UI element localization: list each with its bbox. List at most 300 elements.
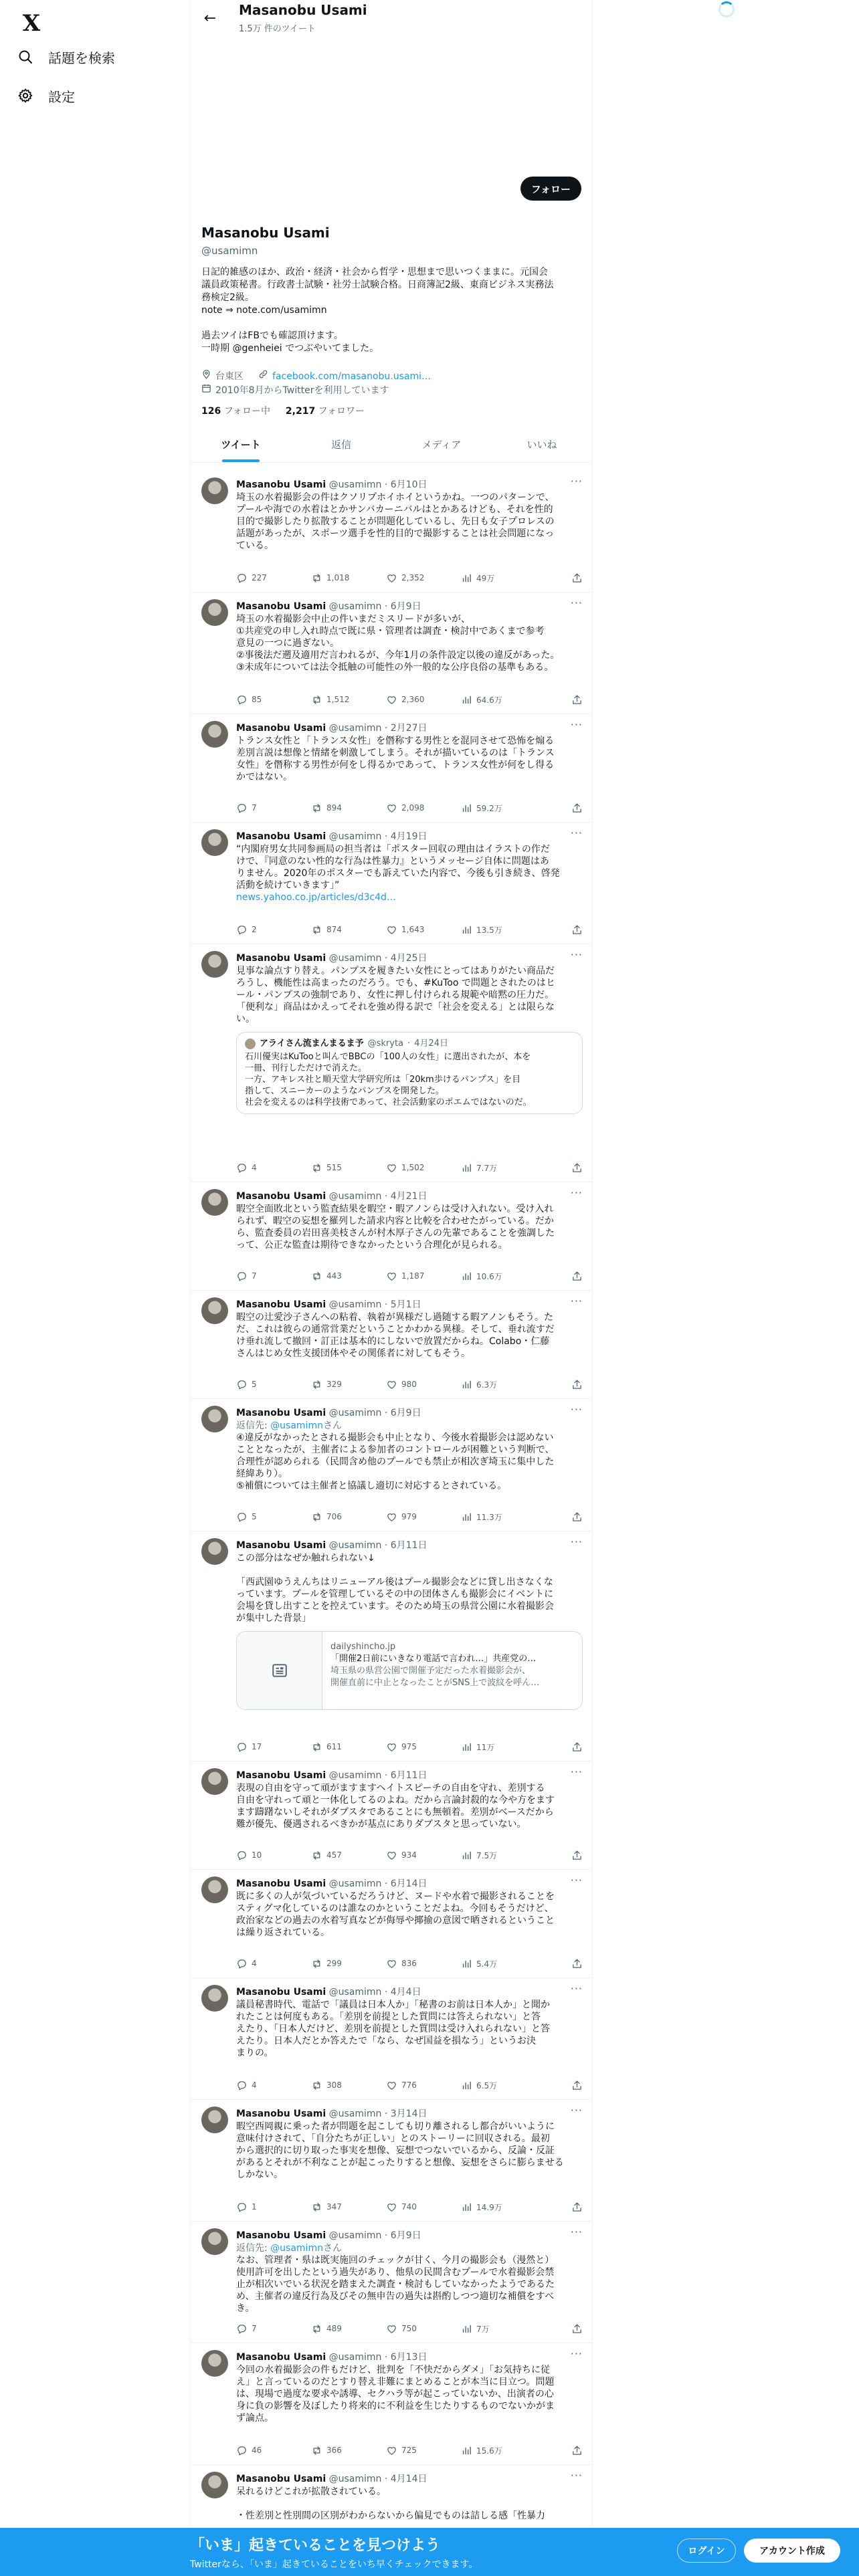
views-button[interactable] — [461, 923, 536, 936]
tweet-date[interactable]: 6月11日 — [390, 1770, 427, 1781]
tweet-author-name[interactable]: Masanobu Usami — [236, 1299, 326, 1310]
views-chart-icon — [461, 2080, 472, 2091]
views-button[interactable] — [461, 2444, 536, 2457]
tab-likes[interactable]: いいね — [527, 439, 557, 451]
quote-text-line: 一冊、刊行しただけで消えた。 — [245, 1063, 367, 1073]
tweet-date[interactable]: 5月1日 — [390, 1299, 421, 1310]
reply-icon — [236, 1379, 248, 1390]
tweet-author-handle[interactable]: @usamimn — [328, 2352, 382, 2363]
heart-icon — [386, 1741, 397, 1753]
retweet-button[interactable] — [311, 2200, 386, 2214]
like-button[interactable] — [386, 801, 461, 815]
tweet-header — [236, 2350, 427, 2363]
retweet-button[interactable] — [311, 1378, 386, 1391]
tweet[interactable] — [191, 1399, 592, 1531]
like-button[interactable] — [386, 1161, 461, 1174]
card-snippet: 埼玉県の県営公園で開催予定だった水着撮影会が、 — [330, 1666, 531, 1676]
tweet-text-line: ている。 — [236, 540, 274, 551]
views-button[interactable] — [461, 693, 536, 706]
reply-button[interactable] — [236, 1510, 311, 1523]
tweet-separator: · — [384, 1770, 388, 1781]
share-button[interactable] — [563, 2078, 583, 2092]
quote-text-line: 一方、アキレス社と順天堂大学研究所は「20km歩けるパンプス」を目 — [245, 1075, 521, 1085]
link-icon — [258, 369, 268, 383]
reply-button[interactable] — [236, 2322, 311, 2335]
views-chart-icon — [461, 1850, 472, 1861]
retweet-count: 894 — [326, 803, 342, 813]
following-link[interactable]: 126 フォロー中 — [201, 406, 270, 417]
tweet-text-line: 差別言説は想像と情緒を刺激してしまう。それが描いているのは「トランス — [236, 748, 555, 758]
views-count: 7.5万 — [476, 1850, 498, 1860]
like-button[interactable] — [386, 923, 461, 936]
reply-handle-link[interactable]: @usamimn — [270, 1420, 323, 1431]
tweet-date[interactable]: 6月14日 — [390, 1879, 427, 1889]
share-button[interactable] — [563, 1740, 583, 1753]
tweet-author-name[interactable]: Masanobu Usami — [236, 831, 326, 842]
tweet-header — [236, 1768, 427, 1782]
retweet-button[interactable] — [311, 2444, 386, 2457]
avatar[interactable] — [201, 721, 228, 748]
more-options-icon[interactable]: ··· — [570, 2347, 583, 2360]
more-options-icon[interactable]: ··· — [570, 1186, 583, 1199]
tweet-text-line: こととなったが、主催者による参加者のコントロールが困難という判断で、 — [236, 1444, 555, 1455]
avatar[interactable] — [201, 2107, 228, 2133]
tweet[interactable] — [191, 2100, 592, 2222]
views-button[interactable] — [461, 571, 536, 584]
tab-media[interactable]: メディア — [421, 439, 462, 451]
views-count: 10.6万 — [476, 1271, 502, 1281]
avatar[interactable] — [201, 1538, 228, 1565]
reply-button[interactable] — [236, 1378, 311, 1391]
tweet-author-name[interactable]: Masanobu Usami — [236, 1770, 326, 1781]
views-button[interactable] — [461, 1740, 536, 1753]
tweet-date[interactable]: 4月4日 — [390, 1987, 421, 1998]
tweet-text-line: から選択的に切り取った事実を想像、妄想でつないでいるから、反論・反証 — [236, 2145, 555, 2156]
tweet-text — [236, 1782, 583, 1830]
share-button[interactable] — [563, 1378, 583, 1391]
reply-icon — [236, 1271, 248, 1282]
tweet-author-handle[interactable]: @usamimn — [328, 1540, 382, 1551]
tweet-date[interactable]: 4月25日 — [390, 953, 427, 964]
retweet-count: 1,512 — [326, 695, 350, 704]
more-options-icon[interactable]: ··· — [570, 2469, 583, 2482]
tweet-header — [236, 599, 421, 613]
x-logo-icon[interactable]: X — [22, 10, 41, 37]
retweet-count: 611 — [326, 1742, 342, 1751]
like-button[interactable] — [386, 1848, 461, 1862]
tweet-author-name[interactable]: Masanobu Usami — [236, 1879, 326, 1889]
share-icon — [571, 1850, 583, 1861]
like-button[interactable] — [386, 1510, 461, 1523]
heart-icon — [386, 1162, 397, 1174]
reply-icon — [236, 1162, 248, 1174]
more-options-icon[interactable]: ··· — [570, 1295, 583, 1307]
followers-link[interactable]: 2,217 フォロワー — [285, 406, 365, 417]
tweet-author-handle[interactable]: @usamimn — [328, 723, 382, 734]
tweet-author-handle[interactable]: @usamimn — [328, 1770, 382, 1781]
views-button[interactable] — [461, 1269, 536, 1283]
tweet[interactable] — [191, 2343, 592, 2465]
tweet[interactable] — [191, 1531, 592, 1761]
link-card[interactable] — [236, 1631, 583, 1710]
reply-icon — [236, 694, 248, 706]
tweet-author-name[interactable]: Masanobu Usami — [236, 479, 326, 490]
avatar[interactable] — [201, 951, 228, 978]
tweet-actions — [236, 2322, 583, 2335]
share-icon — [571, 572, 583, 584]
like-button[interactable] — [386, 2078, 461, 2092]
tweet-text-line: 意味付けされて、「自分たちが正しい」とのストーリーに回収される。最初 — [236, 2133, 550, 2144]
views-count: 13.5万 — [476, 925, 502, 935]
share-button[interactable] — [563, 2444, 583, 2457]
tweet[interactable] — [191, 714, 592, 823]
signup-button[interactable]: アカウント作成 — [744, 2539, 840, 2563]
tweet-author-name[interactable]: Masanobu Usami — [236, 1540, 326, 1551]
more-options-icon[interactable]: ··· — [570, 597, 583, 609]
like-button[interactable] — [386, 1269, 461, 1283]
tweet-text — [236, 492, 583, 552]
tweet-header — [236, 829, 427, 843]
more-options-icon[interactable]: ··· — [570, 1765, 583, 1778]
retweet-button[interactable] — [311, 1848, 386, 1862]
share-button[interactable] — [563, 2322, 583, 2335]
tweet-author-handle[interactable]: @usamimn — [328, 479, 382, 490]
retweet-button[interactable] — [311, 571, 386, 584]
tweet-author-handle[interactable]: @usamimn — [328, 1191, 382, 1202]
tweet[interactable] — [191, 1870, 592, 1978]
tweet-text-line: 呆れるけどこれが拡散されている。 — [236, 2486, 386, 2497]
reply-button[interactable] — [236, 1269, 311, 1283]
bio-line — [201, 317, 583, 330]
tweet-author-name[interactable]: Masanobu Usami — [236, 2109, 326, 2119]
tweet-actions — [236, 1848, 583, 1862]
card-title: 「開催2日前にいきなり電話で言われ…」共産党の… — [330, 1654, 537, 1664]
views-chart-icon — [461, 1741, 472, 1753]
retweet-button[interactable] — [311, 693, 386, 706]
tweet-author-name[interactable]: Masanobu Usami — [236, 1987, 326, 1998]
retweet-icon — [311, 1741, 322, 1753]
reply-icon — [236, 1511, 248, 1523]
views-button[interactable] — [461, 2078, 536, 2092]
share-button[interactable] — [563, 693, 583, 706]
views-button[interactable] — [461, 801, 536, 815]
retweet-button[interactable] — [311, 1957, 386, 1970]
views-button[interactable] — [461, 1510, 536, 1523]
share-button[interactable] — [563, 1269, 583, 1283]
tweet-author-name[interactable]: Masanobu Usami — [236, 953, 326, 964]
tweet-date[interactable]: 4月21日 — [390, 1191, 427, 1202]
tweet-text-line: め、主催者の違反行為及びその無申告の過失は斟酌しつつ適切な補償をすべ — [236, 2291, 555, 2302]
tweet-header — [236, 951, 427, 964]
views-chart-icon — [461, 1511, 472, 1523]
views-button[interactable] — [461, 1378, 536, 1391]
reply-button[interactable] — [236, 801, 311, 815]
views-button[interactable] — [461, 2200, 536, 2214]
reply-button[interactable] — [236, 1740, 311, 1753]
tweet-author-handle[interactable]: @usamimn — [328, 1987, 382, 1998]
quote-text-line: 社会を変えるのは科学技術であって、社会活動家のポエムではないのだ。 — [245, 1097, 532, 1107]
like-button[interactable] — [386, 2444, 461, 2457]
more-options-icon[interactable]: ··· — [570, 718, 583, 731]
profile-bio — [201, 266, 583, 355]
location-icon — [201, 369, 211, 383]
tweet-text-line: 会場を貸し出すことを控えています。そのため埼玉の県営公園に水着撮影会 — [236, 1601, 554, 1612]
retweet-count: 347 — [326, 2202, 342, 2212]
share-button[interactable] — [563, 801, 583, 815]
avatar[interactable] — [201, 477, 228, 504]
tweet-author-name[interactable]: Masanobu Usami — [236, 723, 326, 734]
heart-icon — [386, 924, 397, 936]
tweet-date[interactable]: 6月11日 — [390, 1540, 427, 1551]
avatar[interactable] — [201, 829, 228, 856]
more-options-icon[interactable]: ··· — [570, 948, 583, 961]
avatar[interactable] — [201, 1406, 228, 1432]
tweet-text-line: りません。2020年のポスターでも訴えていた内容で、今後も引き続き、啓発 — [236, 868, 560, 879]
heart-icon — [386, 2080, 397, 2091]
avatar[interactable] — [201, 2228, 228, 2255]
heart-icon — [386, 694, 397, 706]
login-button[interactable]: ログイン — [677, 2539, 736, 2563]
views-button[interactable] — [461, 1161, 536, 1174]
reply-count: 4 — [252, 1959, 257, 1968]
views-button[interactable] — [461, 1848, 536, 1862]
reply-button[interactable] — [236, 1848, 311, 1862]
tweet[interactable] — [191, 2222, 592, 2343]
share-button[interactable] — [563, 923, 583, 936]
like-count: 740 — [401, 2202, 417, 2212]
tweet[interactable] — [191, 593, 592, 714]
tweet-author-handle[interactable]: @usamimn — [328, 2230, 382, 2241]
tweet-header — [236, 1406, 421, 1419]
avatar[interactable] — [201, 2350, 228, 2377]
tweet[interactable] — [191, 823, 592, 944]
retweet-icon — [311, 924, 322, 936]
share-button[interactable] — [563, 1848, 583, 1862]
tweet[interactable] — [191, 1291, 592, 1399]
reply-button[interactable] — [236, 2444, 311, 2457]
loading-spinner-icon — [719, 1, 735, 17]
tweet-separator: · — [384, 1879, 388, 1889]
like-count: 1,187 — [401, 1271, 425, 1281]
more-options-icon[interactable]: ··· — [570, 827, 583, 839]
retweet-count: 874 — [326, 925, 342, 934]
tweet-author-handle[interactable]: @usamimn — [328, 1408, 382, 1418]
tweet-text-line: は、現場で過度な要求や誘導、セクハラ等が起こっていないか、出演者の心 — [236, 2389, 554, 2399]
back-arrow-icon[interactable]: ← — [203, 9, 217, 27]
reply-button[interactable] — [236, 1957, 311, 1970]
tweet-separator: · — [384, 601, 388, 612]
more-options-icon[interactable]: ··· — [570, 1982, 583, 1995]
avatar[interactable] — [201, 1189, 228, 1216]
tweet-text-line: この部分はなぜか触れられない↓ — [236, 1553, 375, 1564]
tweet-header — [236, 2228, 421, 2242]
tweet-text-line: 身に負の影響を及ぼしたり将来的に不利益を生じたりするものでないかがま — [236, 2401, 555, 2411]
share-button[interactable] — [563, 1957, 583, 1970]
more-options-icon[interactable]: ··· — [570, 1403, 583, 1416]
bio-line: 議員政策秘書。行政書士試験・社労士試験合格。日商簿記2級、東商ビジネス実務法 — [201, 280, 554, 290]
share-button[interactable] — [563, 2200, 583, 2214]
share-button[interactable] — [563, 1161, 583, 1174]
tweet-author-handle[interactable]: @usamimn — [328, 831, 382, 842]
tweet-date[interactable]: 4月19日 — [390, 831, 427, 842]
tweet-author-name[interactable]: Masanobu Usami — [236, 2352, 326, 2363]
tweet-author-handle[interactable]: @usamimn — [328, 1879, 382, 1889]
more-options-icon[interactable]: ··· — [570, 475, 583, 488]
tweet-date[interactable]: 6月9日 — [390, 601, 421, 612]
quoted-tweet[interactable]: アライさん流まんまるま予 @skryta · 4月24日 石川優実はKuTooと叫んでBBCの「100人の女性」に選出されたが、本を 一冊、刊行しただけで消えた。 一方、アキレス社と順天堂大学研究所は「20km歩けるパンプス」を目 指して、スニーカーのようなパンプスを開発した。 社会を変えるのは科学技術であって、社会活動家のポエムではないのだ。 — [236, 1032, 583, 1114]
tweet-author-name[interactable]: Masanobu Usami — [236, 2474, 326, 2484]
reply-button[interactable] — [236, 571, 311, 584]
tweet-text-line: えたり。日本人だとか答えたで「なら、なぜ国益を損なう」というお決 — [236, 2036, 536, 2046]
tweet-author-name[interactable]: Masanobu Usami — [236, 2230, 326, 2241]
like-count: 980 — [401, 1380, 417, 1389]
share-icon — [571, 694, 583, 706]
reply-button[interactable] — [236, 2200, 311, 2214]
tweet-date[interactable]: 6月13日 — [390, 2352, 427, 2363]
more-options-icon[interactable]: ··· — [570, 2104, 583, 2117]
quote-date: 4月24日 — [414, 1039, 448, 1049]
tweet-date[interactable]: 6月10日 — [390, 479, 427, 490]
tweet-text — [236, 2486, 583, 2522]
like-button[interactable] — [386, 1378, 461, 1391]
signup-banner-subtitle: Twitterなら、「いま」起きていることをいち早くチェックできます。 — [190, 2559, 478, 2570]
tweet[interactable] — [191, 944, 592, 1182]
like-button[interactable] — [386, 1740, 461, 1753]
retweet-button[interactable] — [311, 2322, 386, 2335]
views-count: 59.2万 — [476, 803, 502, 813]
reply-icon — [236, 1741, 248, 1753]
avatar[interactable] — [201, 2472, 228, 2498]
avatar[interactable] — [201, 1768, 228, 1795]
tweet-date[interactable]: 6月9日 — [390, 2230, 421, 2241]
tweet-link[interactable]: news.yahoo.co.jp/articles/d3c4d… — [236, 892, 396, 903]
tweet-author-name[interactable]: Masanobu Usami — [236, 1191, 326, 1202]
search-icon — [15, 46, 36, 68]
reply-count: 85 — [252, 695, 262, 704]
header-name: Masanobu Usami — [239, 2, 367, 18]
reply-handle-link[interactable]: @usamimn — [270, 2243, 323, 2254]
tweet-author-handle[interactable]: @usamimn — [328, 2474, 382, 2484]
retweet-button[interactable] — [311, 1740, 386, 1753]
tweet-text-line: があるとそれが不利なことが起こったりすると想像、妄想をさらに膨らませる — [236, 2157, 564, 2168]
reply-button[interactable] — [236, 1161, 311, 1174]
reply-count: 1 — [252, 2202, 257, 2212]
avatar[interactable] — [201, 1985, 228, 2012]
retweet-button[interactable] — [311, 923, 386, 936]
share-button[interactable] — [563, 1510, 583, 1523]
retweet-button[interactable] — [311, 1269, 386, 1283]
views-count: 15.6万 — [476, 2446, 502, 2456]
tweet-text-line: 話題があったが、スポーツ選手を性的目的で撮影することは社会問題になっ — [236, 528, 555, 539]
tweet-author-handle[interactable]: @usamimn — [328, 601, 382, 612]
tweet[interactable] — [191, 1182, 592, 1291]
avatar[interactable] — [201, 1297, 228, 1324]
profile-website-link[interactable]: facebook.com/masanobu.usami… — [272, 370, 432, 382]
retweet-button[interactable] — [311, 2078, 386, 2092]
profile-handle: @usamimn — [201, 245, 258, 257]
like-button[interactable] — [386, 2322, 461, 2335]
tweet-text-line: まりの。 — [236, 2048, 274, 2058]
tweet-author-handle[interactable]: @usamimn — [328, 2109, 382, 2119]
retweet-button[interactable] — [311, 1161, 386, 1174]
like-button[interactable] — [386, 571, 461, 584]
tweet-date[interactable]: 6月9日 — [390, 1408, 421, 1418]
profile-joined: 2010年8月からTwitterを利用しています — [215, 385, 389, 396]
tab-replies[interactable]: 返信 — [330, 439, 351, 451]
avatar[interactable] — [201, 1876, 228, 1903]
tweet[interactable] — [191, 1761, 592, 1870]
reply-button[interactable] — [236, 693, 311, 706]
retweet-button[interactable] — [311, 801, 386, 815]
tweet-date[interactable]: 4月14日 — [390, 2474, 427, 2484]
sidebar-item-explore[interactable] — [15, 39, 115, 75]
more-options-icon[interactable]: ··· — [570, 2226, 583, 2238]
tweet-author-handle[interactable]: @usamimn — [328, 1299, 382, 1310]
share-icon — [571, 2445, 583, 2456]
tweet-actions — [236, 801, 583, 815]
like-count: 975 — [401, 1742, 417, 1751]
views-button[interactable] — [461, 2322, 536, 2335]
tweet-text-line: 難が優先、優遇されるべきかが基点にありダブスタと思っていない。 — [236, 1819, 527, 1830]
tweet-actions — [236, 1740, 583, 1753]
profile-timeline — [190, 0, 593, 2576]
views-count: 7万 — [476, 2324, 490, 2334]
tweet-text-line: られず、暇空の妄想を羅列した請求内容と比較を合わせたがっている。だか — [236, 1216, 554, 1226]
tweet-text-line: ・性差別と性別間の区別がわからないから偏見でものは詰しる感「性暴力 — [236, 2510, 545, 2521]
tweet-actions — [236, 571, 583, 584]
tweet-date[interactable]: 3月14日 — [390, 2109, 427, 2119]
reply-icon — [236, 2323, 248, 2335]
share-button[interactable] — [563, 571, 583, 584]
sidebar-item-settings[interactable] — [15, 78, 75, 114]
avatar[interactable] — [201, 599, 228, 626]
like-button[interactable] — [386, 2200, 461, 2214]
tweet-text-line — [236, 2498, 583, 2510]
reply-count: 7 — [252, 2324, 257, 2333]
more-options-icon[interactable]: ··· — [570, 1874, 583, 1887]
retweet-button[interactable] — [311, 1510, 386, 1523]
tweet-actions — [236, 2444, 583, 2457]
more-options-icon[interactable]: ··· — [570, 1535, 583, 1548]
like-button[interactable] — [386, 1957, 461, 1970]
tweet-actions — [236, 923, 583, 936]
tweet-text — [236, 2242, 583, 2315]
share-icon — [571, 924, 583, 936]
tweet-text-line: 活動を続けていきます」” — [236, 880, 340, 891]
bio-line: note ⇒ note.com/usamimn — [201, 305, 327, 316]
tweet-text-line: かではない。 — [236, 772, 292, 782]
heart-icon — [386, 2445, 397, 2456]
tweet-separator: · — [384, 2109, 388, 2119]
tweet[interactable] — [191, 1978, 592, 2100]
tab-tweets[interactable]: ツイート — [191, 427, 291, 462]
tweet[interactable] — [191, 471, 592, 593]
tweet-text-line: けで、『同意のない性的な行為は性暴力』というメッセージ自体に問題はあ — [236, 856, 549, 867]
views-chart-icon — [461, 2202, 472, 2213]
tweet-author-handle[interactable]: @usamimn — [328, 953, 382, 964]
tweet-author-name[interactable]: Masanobu Usami — [236, 601, 326, 612]
tweet-date[interactable]: 2月27日 — [390, 723, 427, 734]
reply-button[interactable] — [236, 2078, 311, 2092]
tweet-header — [236, 2107, 427, 2120]
reply-icon — [236, 924, 248, 936]
follow-button[interactable]: フォロー — [520, 177, 581, 201]
views-button[interactable] — [461, 1957, 536, 1970]
views-chart-icon — [461, 1958, 472, 1969]
reply-button[interactable] — [236, 923, 311, 936]
like-button[interactable] — [386, 693, 461, 706]
tweet-author-name[interactable]: Masanobu Usami — [236, 1408, 326, 1418]
